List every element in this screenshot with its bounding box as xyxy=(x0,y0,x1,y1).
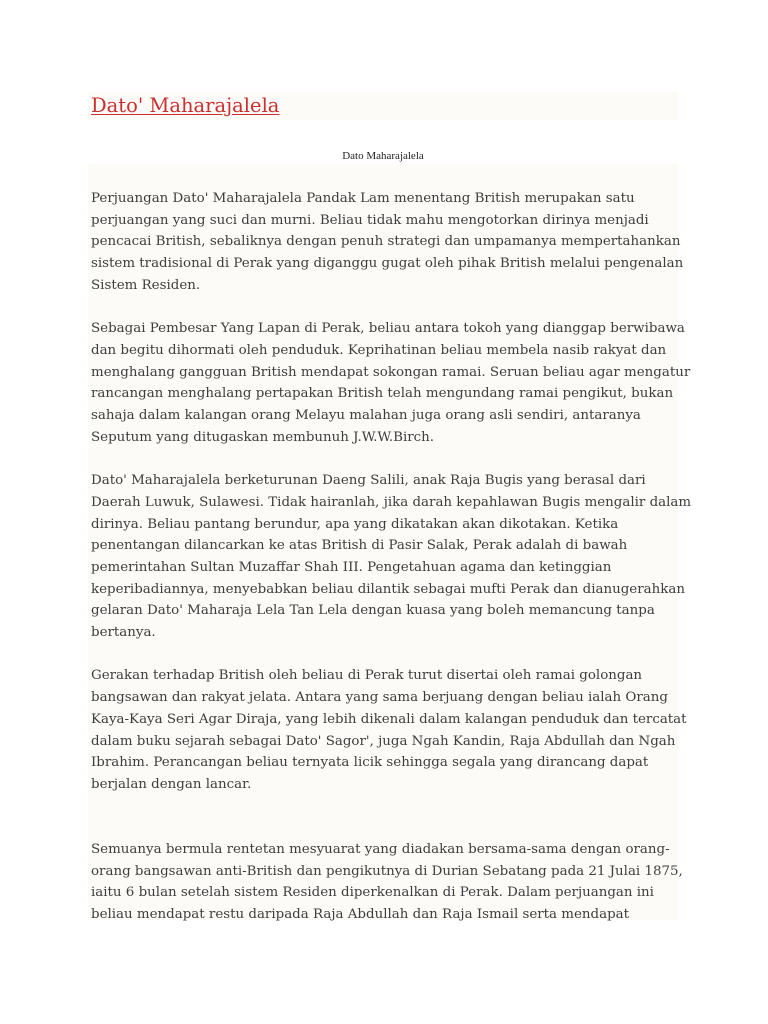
paragraph-line: Ibrahim. Perancangan beliau ternyata licik sehingga segala yang dirancang dapat xyxy=(91,755,649,771)
paragraph-line: berjalan dengan lancar. xyxy=(91,776,252,792)
paragraph-line: rancangan menghalang pertapakan British telah mengundang ramai pengikut, bukan xyxy=(91,386,674,402)
paragraph-line: Kaya-Kaya Seri Agar Diraja, yang lebih dikenali dalam kalangan penduduk dan tercatat xyxy=(91,711,687,727)
paragraph-line: Gerakan terhadap British oleh beliau di Perak turut disertai oleh ramai golongan xyxy=(91,668,643,684)
paragraph-2 xyxy=(91,318,691,448)
paragraph-line: sistem tradisional di Perak yang diganggu gugat oleh pihak British melalui pengenalan xyxy=(91,256,684,272)
paragraph-3 xyxy=(91,470,692,644)
paragraph-line: Semuanya bermula rentetan mesyuarat yang diadakan bersama-sama dengan orang- xyxy=(91,842,670,858)
image-caption: Dato Maharajalela xyxy=(342,150,424,162)
paragraph-line: penentangan dilancarkan ke atas British di Pasir Salak, Perak adalah di bawah xyxy=(91,538,628,554)
paragraph-line: Dato' Maharajalela berketurunan Daeng Salili, anak Raja Bugis yang berasal dari xyxy=(91,473,646,489)
paragraph-line: beliau mendapat restu daripada Raja Abdullah dan Raja Ismail serta mendapat xyxy=(91,907,630,923)
paragraph-line: dirinya. Beliau pantang berundur, apa yang dikatakan akan dikotakan. Ketika xyxy=(91,516,619,532)
paragraph-line: dalam buku sejarah sebagai Dato' Sagor', juga Ngah Kandin, Raja Abdullah dan Ngah xyxy=(91,733,676,749)
paragraph-5 xyxy=(91,839,683,926)
paragraph-line: sahaja dalam kalangan orang Melayu malahan juga orang asli sendiri, antaranya xyxy=(91,408,641,424)
paragraph-line: pemerintahan Sultan Muzaffar Shah III. Pengetahuan agama dan ketinggian xyxy=(91,559,612,575)
paragraph-4 xyxy=(91,665,687,795)
paragraph-line: perjuangan yang suci dan murni. Beliau tidak mahu mengotorkan dirinya menjadi xyxy=(91,212,649,228)
paragraph-line: gelaran Dato' Maharaja Lela Tan Lela dengan kuasa yang boleh memancung tanpa xyxy=(91,603,655,619)
paragraph-1 xyxy=(91,188,684,297)
paragraph-line: pencacai British, sebaliknya dengan penuh strategi dan umpamanya mempertahankan xyxy=(91,234,681,250)
paragraph-line: Sistem Residen. xyxy=(91,277,201,293)
paragraph-line: bangsawan dan rakyat jelata. Antara yang sama berjuang dengan beliau ialah Orang xyxy=(91,690,668,706)
paragraph-line: Daerah Luwuk, Sulawesi. Tidak hairanlah, jika darah kepahlawan Bugis mengalir dalam xyxy=(91,494,692,510)
paragraph-line: keperibadiannya, menyebabkan beliau dilantik sebagai mufti Perak dan dianugerahkan xyxy=(91,581,685,597)
paragraph-line: bertanya. xyxy=(91,625,156,641)
paragraph-line: menghalang gangguan British mendapat sokongan ramai. Seruan beliau agar mengatur xyxy=(91,364,691,380)
paragraph-line: Seputum yang ditugaskan membunuh J.W.W.Birch. xyxy=(91,429,435,445)
paragraph-line: orang bangsawan anti-British dan pengikutnya di Durian Sebatang pada 21 Julai 1875, xyxy=(91,863,683,879)
article-body xyxy=(91,188,692,948)
paragraph-line: iaitu 6 bulan setelah sistem Residen diperkenalkan di Perak. Dalam perjuangan ini xyxy=(91,885,654,901)
post-title-link[interactable]: Dato' Maharajalela xyxy=(91,94,280,117)
paragraph-line: Sebagai Pembesar Yang Lapan di Perak, beliau antara tokoh yang dianggap berwibawa xyxy=(91,321,685,337)
paragraph-line: Perjuangan Dato' Maharajalela Pandak Lam menentang British merupakan satu xyxy=(91,191,635,206)
paragraph-line: dan begitu dihormati oleh penduduk. Keprihatinan beliau membela nasib rakyat dan xyxy=(91,342,667,358)
